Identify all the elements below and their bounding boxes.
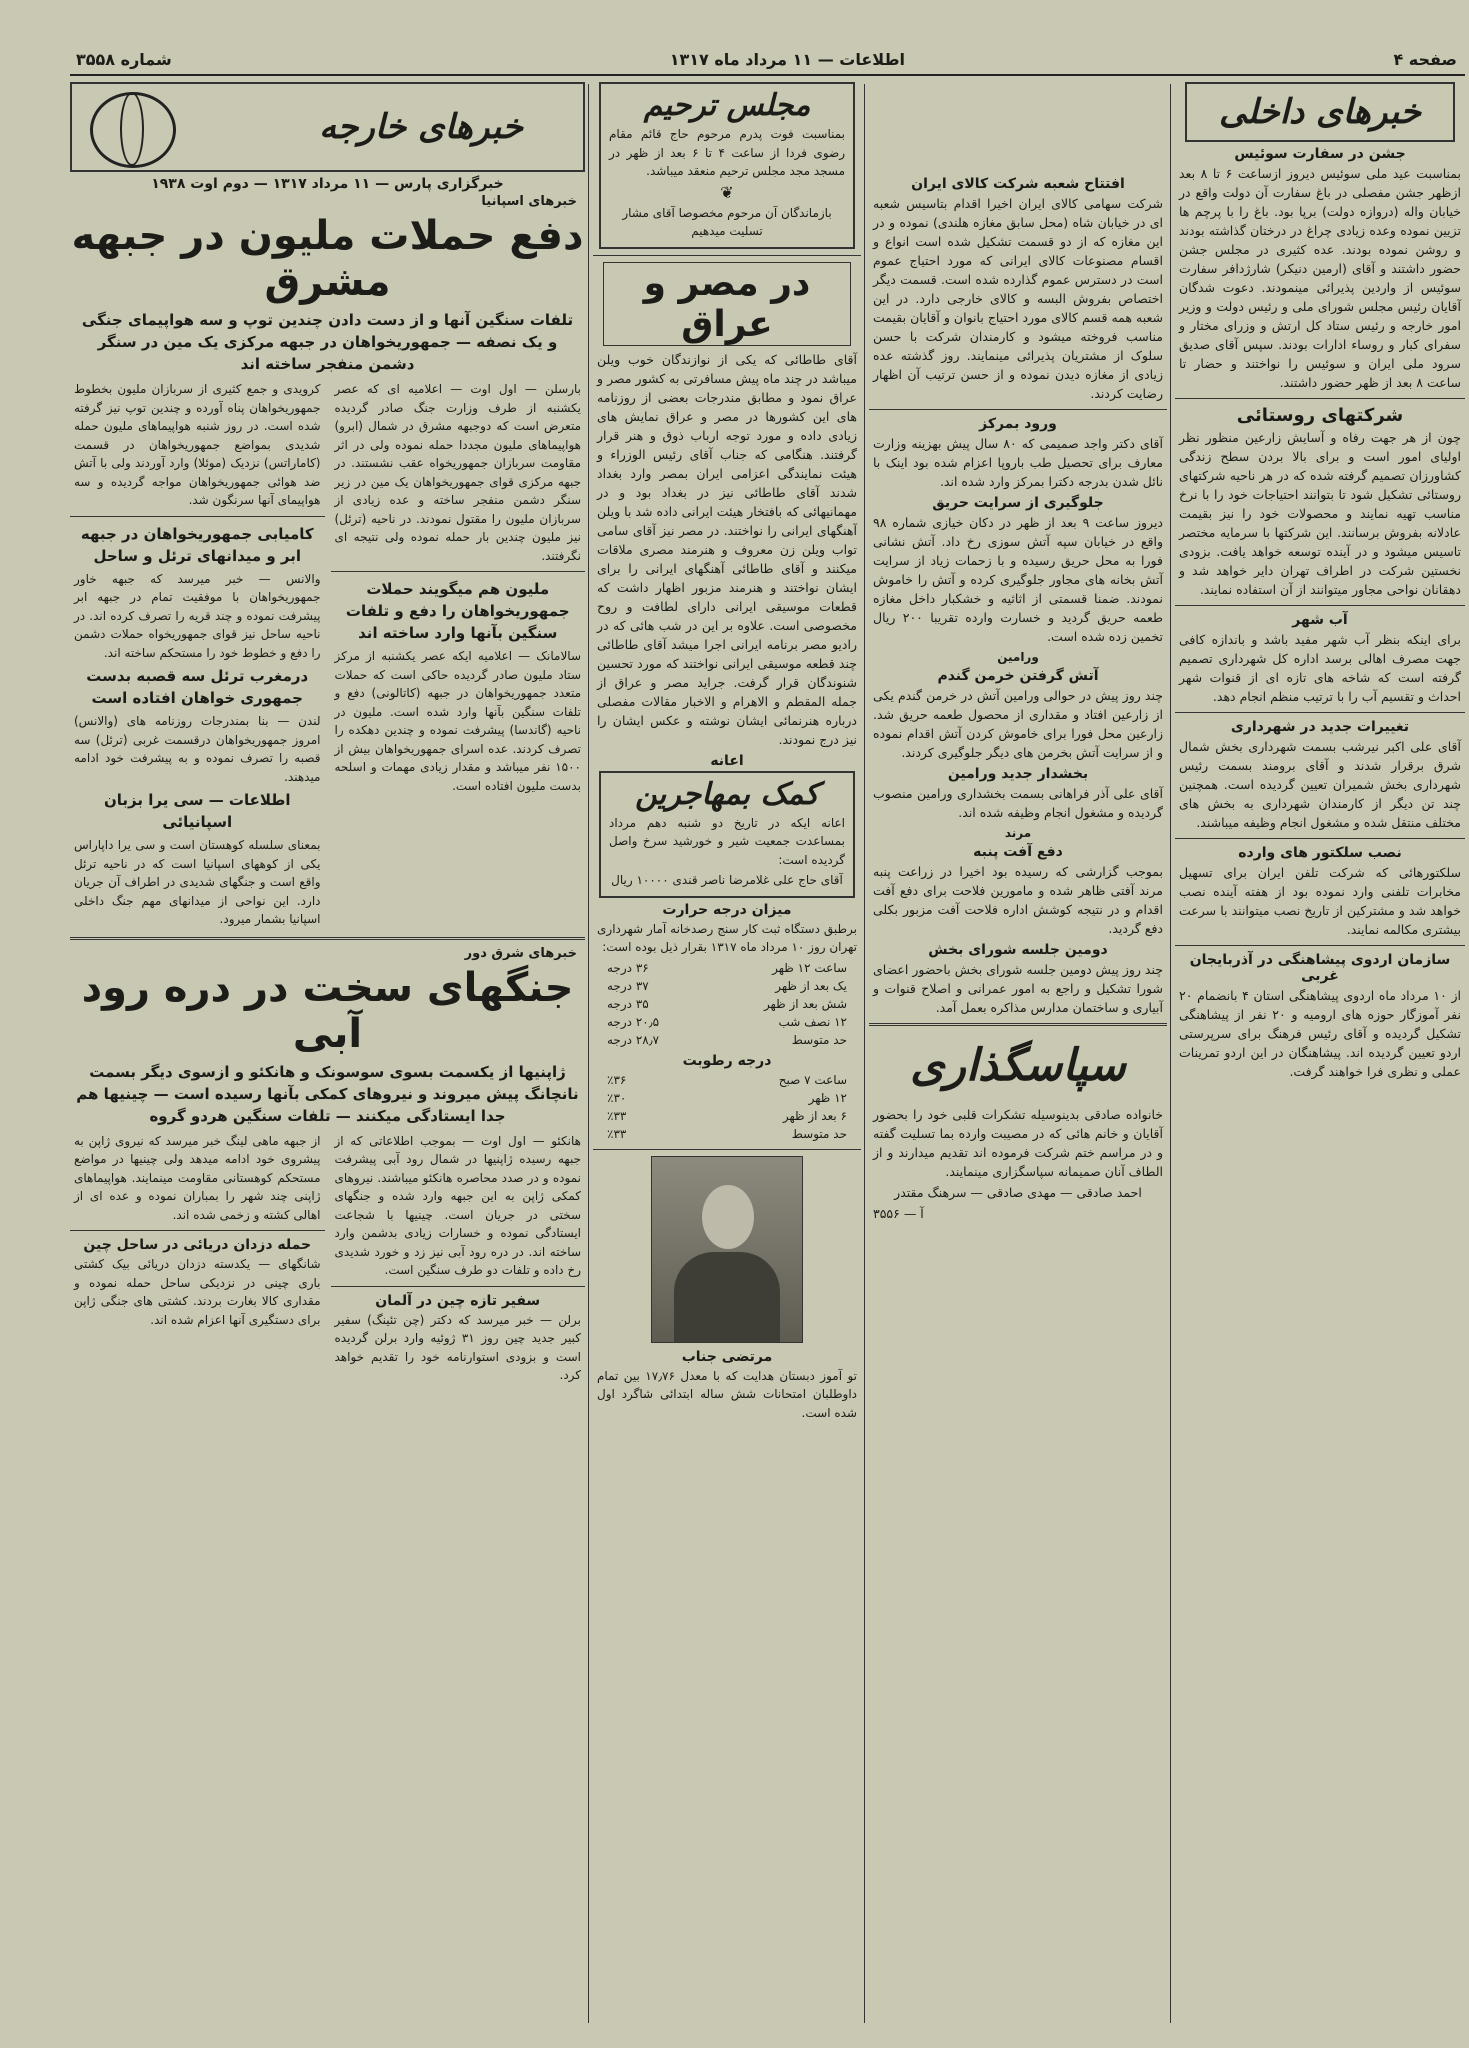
provincial-column [869, 80, 1167, 2033]
article-body: کرویدی و جمع کثیری از سربازان ملیون بخطوط جمهوریخواهان پناه آورده و چندین توپ نیز گرفته شده است. در روز شنبه هواپیماهای ملیون حمله شدیدی بمواضع جمهوریخواهان در قسمت (کاماراتس) نزدیک (موئلا) وارد آوردند ولی با آتش ضد هوائی جمهوریخواهان مواجه گردیده و سه هواپیمای آنها سرنگون شد. [74, 382, 321, 507]
fareast-articles [70, 1130, 585, 1387]
article-title: ملیون هم میگویند حملات جمهوریخواهان را دفع و تلفات سنگین بآنها وارد ساخته اند [345, 580, 570, 642]
article-body: هانکئو — اول اوت — بموجب اطلاعاتی که از جبهه رسیده ژاپنیها در شمال رود آبی پیشرفت نموده و در صدد محاصره هانکئو میباشند. نیروهای کمکی ژاپن به این جبهه وارد شده و جنگهای سختی در جریان است. چینیها با شجاعت ایستادگی نموده و خسارات زیادی بدشمن وارد ساخته اند. در دره رود آبی نیز زد و خورد شدیدی رخ داده و تلفات دو طرف سنگین است. [334, 1133, 581, 1277]
egypt-headline: در مصر و عراق [603, 262, 851, 346]
article-body: دیروز ساعت ۹ بعد از ظهر در دکان خیازی شماره ۹۸ واقع در خیابان سپه آتش سوزی رخ داد. آتش نشانی فورا به محل حریق رسیده و با زحمات زیاد از سرایت آتش بخانه های مجاور جلوگیری کرده و آتش را خاموش نمودند. ضمنا قسمتی از اثاثیه و خشکبار داخل مغازه طعمه حریق گردید و خسارت وارده تقریبا ۲۰۰ ریال تخمین زده شده است. [873, 515, 1163, 644]
thanks-signature: احمد صادقی — مهدی صادقی — سرهنگ مقتدر [894, 1185, 1142, 1200]
fareast-label: خبرهای شرق دور [464, 945, 577, 961]
domestic-column [1175, 80, 1465, 2033]
article-body: بموجب گزارشی که رسیده بود اخیرا در زراعت پنبه مرند آفتی ظاهر شده و مامورین فلاحت برای دفع آفت اقدام و در نتیجه کوشش اداره فلاحت آفت مزبور بکلی دفع گردید. [873, 864, 1163, 936]
article-title: سازمان اردوی پیشاهنگی در آذربایجان غربی [1189, 952, 1451, 984]
article-title: دومین جلسه شورای بخش [928, 942, 1108, 958]
aid-title: کمک بمهاجرین [635, 776, 819, 812]
article-title: جلوگیری از سرایت حریق [932, 495, 1104, 511]
article-body: لندن — بنا بمندرجات روزنامه های (والانس) امروز جمهوریخواهان درقسمت غربی (ترئل) سه قصبه را تصرف نموده و به پیشرفت خود ادامه میدهند. [74, 714, 321, 784]
article-body: شرکت سهامی کالای ایران اخیرا اقدام بتاسیس شعبه ای در خیابان شاه (محل سابق مغازه هلندی) نموده و در این مغازه که از دو قسمت تشکیل شده است انواع و اقسام مصنوعات کالای ایرانی که مورد احتیاج عموم است در دسترس عموم گذارده شده است. قسمت دیگر اختصاص بفروش البسه و کالای خارجی دارد. در این شعبه همه قسم کالای مورد احتیاج بانوان و آقایان بقیمت مناسب فروخته میشود و کارمندان شرکت با حسن سلوک از مشتریان پذیرائی مینمایند. روز گذشته عده زیادی از مغازه دیدن نموده و از حسن ترتیب آن اظهار رضایت کردند. [873, 196, 1163, 401]
table-row: ساعت ۷ صبح ٪۳۶ [607, 1072, 847, 1087]
table-row: حد متوسط ٪۳۳ [607, 1126, 847, 1141]
article-body: از ۱۰ مرداد ماه اردوی پیشاهنگی استان ۴ بانضمام ۲۰ نفر آموزگار حوزه های ارومیه و ۲۰ نفر از پیشاهنگی تشکیل گردیده و آقای رئیس فرهنگ برای سرپرستی اردو تعیین گردیده اند. پیشاهنگان در این اردو تمرینات عملی و نظری فرا خواهند گرفت. [1179, 988, 1462, 1079]
globe-icon [72, 86, 192, 168]
article-dateline: ورامین [997, 650, 1039, 664]
article-title: دفع آفت پنبه [973, 844, 1063, 860]
masthead [70, 48, 1465, 76]
temperature-table [593, 959, 861, 1049]
article-title: نصب سلکتور های وارده [1238, 845, 1402, 861]
article-body: چند روز پیش در حوالی ورامین آتش در خرمن گندم یکی از زارعین افتاد و مقداری از محصول طعمه حریق شد. زارعین محل فورا برای خاموش کردن آتش اقدام نموده و از سرایت آتش بخرمن های دیگر جلوگیری کردند. [873, 688, 1163, 760]
center-column [593, 80, 861, 2033]
fareast-subheadline: ژاپنیها از یکسمت بسوی سوسونک و هانکئو و ازسوی دیگر بسمت نانچانگ پیش میروند و نیروهای کمکی بآنها رسیده است — چینیها هم جدا ایستادگی میکنند — تلفات سنگین هردو گروه [76, 1062, 579, 1125]
issue-date: اطلاعات — ۱۱ مرداد ماه ۱۳۱۷ [669, 50, 905, 69]
foreign-section-title: خبرهای خارجه [319, 107, 523, 147]
thanks-code: آ — ۳۵۵۶ [873, 1206, 924, 1221]
table-row: ۱۲ ظهر ٪۳۰ [607, 1090, 847, 1105]
spain-label: خبرهای اسپانیا [481, 194, 577, 209]
article-title: ورود بمرکز [979, 416, 1057, 432]
page-number: صفحه ۴ [1393, 50, 1457, 69]
article-title: سفیر تازه چین در آلمان [375, 1292, 541, 1309]
thanks-title: سپاسگذاری [910, 1040, 1126, 1091]
aid-section-label: اعانه [710, 752, 744, 769]
article-title: تغییرات جدید در شهرداری [1230, 719, 1410, 735]
aid-notice [599, 771, 855, 898]
foreign-banner [70, 82, 585, 172]
article-title: آب شهر [1292, 612, 1348, 628]
aid-body: اعانه ایکه در تاریخ دو شنبه دهم مرداد بمساعدت جمعیت شیر و خورشید سرخ واصل گردیده است: [609, 815, 845, 867]
domestic-section-title: خبرهای داخلی [1185, 82, 1455, 142]
article-body: بارسلن — اول اوت — اعلامیه ای که عصر یکشنبه از طرف وزارت جنگ صادر گردیده متعرض است که دوجبهه مشرق در شمال (ابرو) هواپیماهای ملیون مجددا حمله نموده ولی در اثر مقاومت سربازان جمهوریخواه عقب نشستند. در جبهه مرکزی قوای جمهوریخواهان یک مین در زیر سنگر دشمن منفجر ساخته و عده زیادی از سربازان ملیون را مقتول نمودند. در ناحیه (ترئل) نیز ملیون چندین بار حمله نموده ولی نتیجه ای نگرفتند. [334, 382, 581, 563]
portrait-photo [651, 1156, 803, 1343]
article-body: برای اینکه بنظر آب شهر مفید باشد و باندازه کافی جهت مصرف اهالی برسد اداره کل شهرداری تصمیم گرفته است که شاخه های تازه ای از قنوات شهر احداث و تقسیم آب را با ترتیب منظم انجام دهد. [1179, 632, 1461, 704]
article-title: شرکتهای روستائی [1236, 405, 1404, 426]
memorial-sign: بازماندگان آن مرحوم مخصوصا آقای مشار تسلیت میدهیم [622, 205, 832, 238]
article-body: برلن — خبر میرسد که دکتر (چن تئینگ) سفیر کبیر جدید چین روز ۳۱ ژوئیه وارد برلن گردیده است و بزودی استوارنامه خود را تقدیم خواهد کرد. [334, 1312, 581, 1382]
article-body: از جبهه ماهی لینگ خبر میرسد که نیروی ژاپن به پیشروی خود ادامه میدهد ولی چینیها در مواضع مستحکم کوهستانی مقاومت مینمایند. هواپیماهای ژاپنی چند شهر را بمباران نموده و عده ای از اهالی کشته و زخمی شده اند. [74, 1133, 321, 1222]
memorial-title: مجلس ترحیم [643, 88, 811, 123]
article-body: شانگهای — یکدسته دزدان دریائی بیک کشتی باری چینی در نزدیکی ساحل حمله نموده و مقداری کالا بغارت بردند. کشتی های جنگی ژاپن برای دستگیری آنها اعزام شده اند. [74, 1257, 321, 1327]
weather-title: میزان درجه حرارت [662, 901, 792, 918]
main-subheadline: تلفات سنگین آنها و از دست دادن چندین توپ و سه هواپیمای جنگی و یک نصفه — جمهوریخواهان در جبهه مرکزی یک مین در سنگر دشمن منفجر ساخته اند [81, 311, 574, 373]
table-row: ۱۲ نصف شب ۲۰٫۵ درجه [607, 1014, 847, 1029]
table-row: ۶ بعد از ظهر ٪۳۳ [607, 1108, 847, 1123]
table-row: ساعت ۱۲ ظهر ۳۶ درجه [607, 960, 847, 975]
table-row: حد متوسط ۲۸٫۷ درجه [607, 1032, 847, 1047]
egypt-body: آقای طاطائی که یکی از نوازندگان خوب ویلن میباشد در چند ماه پیش مسافرتی به کشور مصر و عراق نمود و مطابق مندرجات بعضی از روزنامه های این کشورها در مصر و عراق نمایش های زیادی داده و مورد توجه ارباب ذوق و هنر قرار گرفتند. هنگامی که جناب آقای رئیس الوزراء و هیئت نمایندگی اعزامی ایران بمصر وارد بغداد شدند آقای طاطائی نیز در بغداد بود و در مهمانیهائی که بافتخار هیئت ایرانی داده شد با ویلن آهنگهای ایرانی را نواختند. در مصر نیز آقای سامی تواب ویلن زن معروف و هنرمند مصری ملاقات میکنند و آقای طاطائی آهنگهای ایرانی را برای ایشان نواختند و هنرمند مزبور اظهار داشت که قطعات موسیقی ایرانی دارای لطافت و روح مخصوصی است. علاوه بر این در شب هائی که در رادیو مصر برنامه ایرانی اجرا میشد آقای طاطائی چند قطعه موسیقی ایرانی نواختند که مورد تحسین شنوندگان قرار گرفت. جراید مصر و عراق از جمله المقطم و الاهرام و الاخبار مقالات مفصلی درباره هنرنمائی ایشان نوشته و عکس ایشان را نیز درج نمودند. [597, 351, 857, 747]
memorial-emblem: ❦ [720, 182, 734, 202]
article-title: حمله دزدان دریائی در ساحل چین [83, 1237, 312, 1253]
portrait-caption: مرتضی جناب [681, 1348, 773, 1365]
article-title: اطلاعات — سی یرا بزبان اسپانیائی [103, 791, 291, 831]
article-body: آقای دکتر واجد صمیمی که ۸۰ سال پیش بهزینه وزارت معارف برای تحصیل طب باروپا اعزام شده بود اینک با نائل شدن بدرجه دکترا بمرکز وارد شده اند. [873, 436, 1163, 489]
memorial-notice [599, 82, 855, 249]
article-body: آقای علی اکبر نیرشب بسمت شهرداری بخش شمال شرق برقرار شدند و آقای برومند بسمت رئیس شهرداری بخش شمیران تعیین گردیده است. همچنین چند تن دیگر از کارمندان شهرداری به بخش های مختلف منتقل شده و مشغول انجام وظیفه میباشند. [1179, 739, 1461, 830]
memorial-body: بمناسبت فوت پدرم مرحوم حاج قائم مقام رضوی فردا از ساعت ۴ تا ۶ بعد از ظهر در مسجد مجد مجلس ترحیم منعقد میباشد. [609, 127, 846, 178]
article-dateline: مرند [1004, 826, 1032, 840]
article-body: سلکتورهائی که شرکت تلفن ایران برای تسهیل مخابرات تلفنی وارد نموده بود از هفته آینده نصب خواهد شد و مشترکین از تاریخ نصب میتوانند با سرعت بیشتری مکالمه نمایند. [1179, 865, 1461, 937]
thanks-body: خانواده صادقی بدینوسیله تشکرات قلبی خود را بحضور آقایان و خانم هائی که در مصیبت وارده بما تسلیت گفته و در مراسم ختم شرکت فرموده اند تقدیم میدارند و از الطاف آنان صمیمانه سپاسگزاری مینمایند. [873, 1107, 1163, 1179]
article-body: والانس — خبر میرسد که جبهه خاور جمهوریخواهان با موفقیت تمام در جبهه ابر پیشرفت نموده و چند قریه را تصرف کرده اند. در ناحیه ساحل نیز قوای جمهوریخواه حملات دشمن را دفع و خطوط خود را مستحکم ساخته اند. [74, 571, 321, 660]
spain-articles [70, 378, 585, 931]
humidity-title: درجه رطوبت [682, 1052, 772, 1069]
main-headline: دفع حملات ملیون در جبهه مشرق [71, 213, 584, 305]
article-body: بمناسبت عید ملی سوئیس دیروز ازساعت ۶ تا ۸ بعد ازظهر جشن مفصلی در باغ سفارت آن دولت واقع در خیابان واله (دروازه دولت) برپا بود. باغ را با پرچم ها تزیین نموده وعده زیادی چراغ در درختان گذاشته بودند و روشن نموده بودند. عده کثیری در مجلس جشن حضور داشتند و آقای (ارمین دنیکر) شارژدافر سفارت سوئیس از واردین پذیرائی مینمودند. دعوت شدگان آقایان رئیس مجلس شورای ملی و رئیس دولت و وزیر امور خارجه و رئیس ستاد کل ارتش و وزرای مختار و سفرای کبار و روساء ادارات بودند. سپس آقای صدیق سرود ملی ایران و سوئیس را نواختند و حضار تا ساعت ۸ بعد از ظهر حضور داشتند. [1179, 166, 1461, 390]
article-body: آقای علی آذر فراهانی بسمت بخشداری ورامین منصوب گردیده و مشغول انجام وظیفه شده اند. [873, 786, 1163, 820]
article-body: سالامانک — اعلامیه ایکه عصر یکشنبه از مرکز ستاد ملیون صادر گردیده حاکی است که حملات متعدد جمهوریخواهان در جبهه (کاتالونی) دفع و تلفات سنگین بآنها وارد شده است. ملیون در ناحیه (گاندسا) پیشرفت نموده و چندین دهکده را تصرف کردند. عده اسرای جمهوریخواهان بیش از ۱۵۰۰ نفر میباشد و مقدار زیادی مهمات و اسلحه بدست ملیون افتاده است. [334, 649, 581, 793]
article-title: جشن در سفارت سوئیس [1234, 146, 1406, 162]
article-title: افتتاح شعبه شرکت کالای ایران [911, 176, 1125, 192]
humidity-table [593, 1071, 861, 1143]
article-title: آتش گرفتن خرمن گندم [937, 668, 1099, 684]
foreign-dateline: خبرگزاری پارس — ۱۱ مرداد ۱۳۱۷ — دوم اوت ۱۹۳۸ [151, 176, 504, 192]
article-body: بمعنای سلسله کوهستان است و سی یرا داپاراس یکی از کوههای اسپانیا است که در ناحیه ترئل واقع است و جنگهای شدیدی در اطراف آن جریان دارد. این نواحی از میدانهای مهم جنگ داخلی اسپانیا بشمار میرود. [74, 838, 321, 926]
article-title: بخشدار جدید ورامین [947, 766, 1089, 782]
newspaper-page [70, 48, 1465, 2033]
portrait-body: تو آموز دبستان هدایت که با معدل ۱۷٫۷۶ بین تمام داوطلبان امتحانات شش ساله ابتدائی شاگرد اول شده است. [597, 1368, 857, 1420]
table-row: یک بعد از ظهر ۳۷ درجه [607, 978, 847, 993]
issue-number: شماره ۳۵۵۸ [76, 50, 172, 69]
table-row: شش بعد از ظهر ۳۵ درجه [607, 996, 847, 1011]
fareast-headline: جنگهای سخت در دره رود آبی [81, 964, 574, 1057]
foreign-column [70, 80, 585, 2033]
weather-intro: برطبق دستگاه ثبت کار سنج رصدخانه آمار شهرداری تهران روز ۱۰ مرداد ماه ۱۳۱۷ بقرار ذیل بوده است: [597, 921, 857, 954]
article-body: چون از هر جهت رفاه و آسایش زارعین منظور نظر اولیای امور است و برای بالا بردن سطح زندگی کشاورزان تصمیم گرفته شده که در هر ناحیه شرکتهای روستائی تشکیل شود تا بتوانند احتیاجات خود را با نرخ مناسب تهیه نمایند و محصولات خود را نیز بقیمت عادلانه بفروش برسانند. این شرکتها با سرمایه مختصر تاسیس میشود و در آینده توسعه خواهد یافت. بزودی نخستین شرکت در اطراف تهران دایر خواهد شد و دهقانان نواحی مجاور میتوانند از آن استفاده نمایند. [1179, 430, 1461, 597]
article-title: درمغرب ترئل سه قصبه بدست جمهوری خواهان افتاده است [86, 667, 309, 707]
article-title: کامیابی جمهوریخواهان در جبهه ابر و میدانهای ترئل و ساحل [80, 524, 314, 565]
aid-line: آقای حاج علی غلامرضا ناصر قندی ۱۰۰۰۰ ریال [611, 873, 843, 887]
article-body: چند روز پیش دومین جلسه شورای بخش باحضور اعضای شورا تشکیل و راجع به امور عمرانی و اصلاح قنوات و آبیاری و ساختمان مدارس مذاکره بعمل آمد. [873, 962, 1163, 1015]
